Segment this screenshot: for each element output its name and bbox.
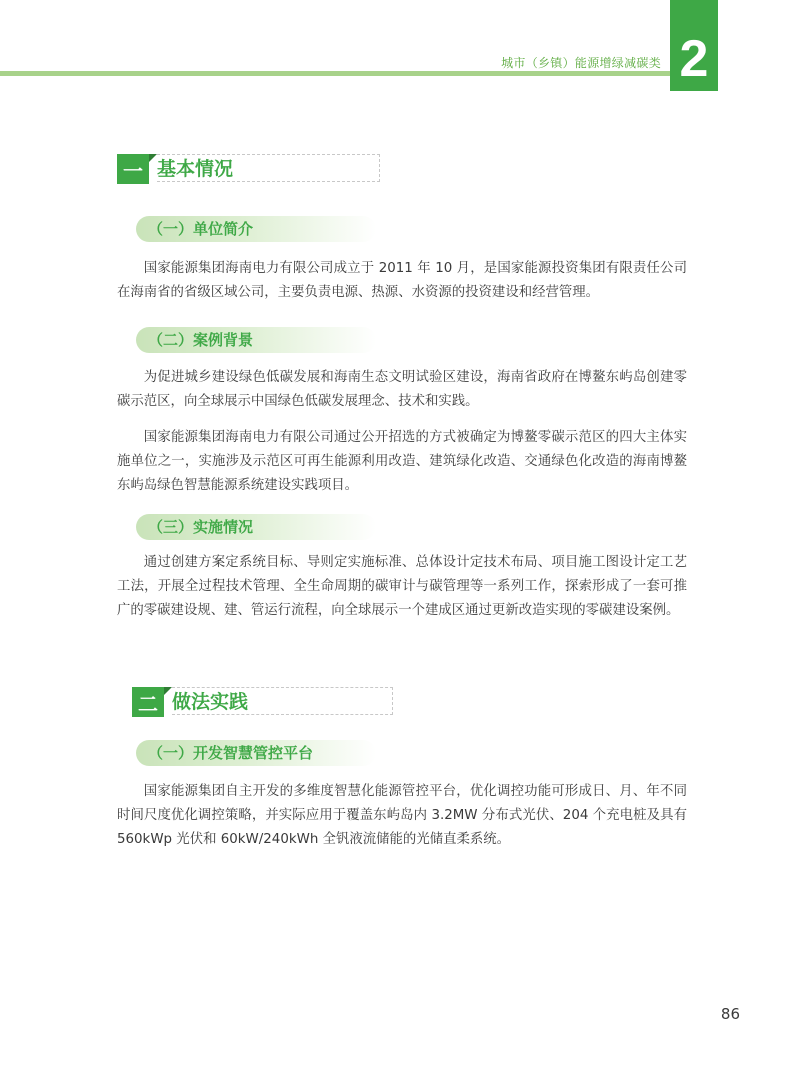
section-fold-decoration xyxy=(149,154,157,162)
paragraph: 为促进城乡建设绿色低碳发展和海南生态文明试验区建设，海南省政府在博鳌东屿岛创建零碳示范区，向全球展示中国绿色低碳发展理念、技术和实践。 xyxy=(117,370,687,409)
paragraph: 国家能源集团海南电力有限公司成立于 2011 年 10 月，是国家能源投资集团有限责任公司在海南省的省级区域公司，主要负责电源、热源、水资源的投资建设和经营管理。 xyxy=(117,261,687,300)
paragraph: 国家能源集团自主开发的多维度智慧化能源管控平台，优化调控功能可形成日、月、年不同时间尺度优化调控策略，并实际应用于覆盖东屿岛内 3.2MW 分布式光伏、204 个充电桩及具有 560kWp 光伏和 60kW/240kWh 全钒液流储能的光储直柔系统。 xyxy=(117,784,687,847)
section-number: 二 xyxy=(132,687,164,717)
chapter-number-badge: 2 xyxy=(670,0,718,91)
header-rule xyxy=(0,71,672,76)
subsection-heading: （一）开发智慧管控平台 xyxy=(136,740,376,766)
running-header-title: 城市（乡镇）能源增绿减碳类 xyxy=(501,56,661,70)
section-heading-basic xyxy=(117,154,380,184)
section-title: 做法实践 xyxy=(172,687,393,715)
paragraph: 国家能源集团海南电力有限公司通过公开招选的方式被确定为博鳌零碳示范区的四大主体实施单位之一，实施涉及示范区可再生能源利用改造、建筑绿化改造、交通绿色化改造的海南博鳌东屿岛绿色智慧能源系统建设实践项目。 xyxy=(117,430,687,493)
subsection-heading: （一）单位简介 xyxy=(136,216,376,242)
paragraph: 通过创建方案定系统目标、导则定实施标准、总体设计定技术布局、项目施工图设计定工艺工法，开展全过程技术管理、全生命周期的碳审计与碳管理等一系列工作，探索形成了一套可推广的零碳建设规、建、管运行流程，向全球展示一个建成区通过更新改造实现的零碳建设案例。 xyxy=(117,555,687,618)
section-title: 基本情况 xyxy=(157,154,380,182)
subsection-heading: （三）实施情况 xyxy=(136,514,376,540)
subsection-heading: （二）案例背景 xyxy=(136,327,376,353)
section-heading-practice xyxy=(117,687,393,717)
section-number: 一 xyxy=(117,154,149,184)
page-number: 86 xyxy=(720,1005,740,1023)
section-fold-decoration xyxy=(164,687,172,695)
